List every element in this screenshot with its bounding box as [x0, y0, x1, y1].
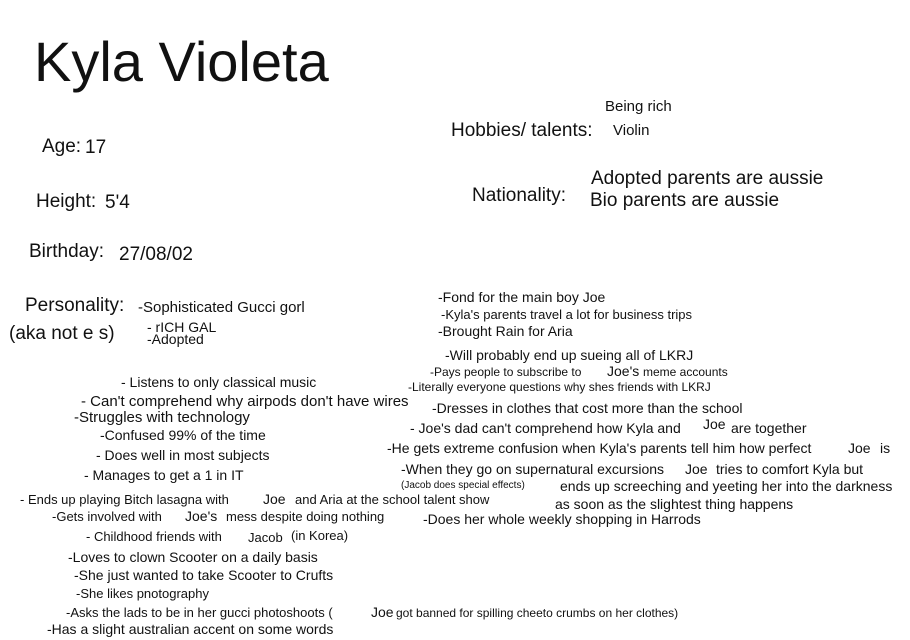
trait-note: -Will probably end up sueing all of LKRJ — [445, 347, 694, 363]
trait-note: are together — [731, 420, 807, 436]
name-insert: Joe — [263, 491, 286, 507]
trait-note: -Loves to clown Scooter on a daily basis — [68, 549, 318, 565]
birthday-value: 27/08/02 — [119, 244, 193, 265]
personality-subtitle: (aka not e s) — [9, 323, 115, 344]
trait-note: - Ends up playing Bitch lasagna with — [20, 492, 229, 507]
hobbies-label: Hobbies/ talents: — [451, 120, 593, 141]
trait-note: ends up screeching and yeeting her into the darkness — [560, 478, 893, 494]
nationality-item: Adopted parents are aussie — [591, 168, 824, 189]
trait-note: - Does well in most subjects — [96, 447, 270, 463]
name-insert: Joe's — [607, 363, 640, 379]
trait-note: -Struggles with technology — [74, 409, 250, 426]
trait-note: -She likes pnotography — [76, 586, 209, 601]
trait-note: and Aria at the school talent show — [295, 492, 490, 507]
age-label: Age: — [42, 136, 82, 157]
trait-note: (in Korea) — [291, 528, 349, 543]
trait-note: -Kyla's parents travel a lot for business trips — [441, 307, 693, 322]
trait-note: -Fond for the main boy Joe — [438, 289, 606, 305]
trait-note: -When they go on supernatural excursions — [401, 461, 665, 477]
trait-note: as soon as the slightest thing happens — [555, 496, 794, 512]
page-title: Kyla Violeta — [34, 30, 329, 93]
name-insert: Joe — [371, 604, 394, 620]
trait-note: - Listens to only classical music — [121, 374, 317, 390]
trait-note: tries to comfort Kyla but — [716, 461, 864, 477]
trait-note: mess despite doing nothing — [226, 509, 385, 524]
name-insert: Joe's — [185, 508, 218, 524]
trait-note: -Dresses in clothes that cost more than the school — [432, 400, 743, 416]
trait-note: -Brought Rain for Aria — [438, 323, 573, 339]
aside-note: (Jacob does special effects) — [401, 480, 525, 491]
trait-note: - Can't comprehend why airpods don't have wires — [81, 393, 409, 410]
trait-note: is — [880, 440, 891, 456]
age-value: 17 — [85, 137, 107, 158]
birthday-label: Birthday: — [29, 241, 104, 262]
nationality-item: Bio parents are aussie — [590, 190, 780, 211]
hobby-item: Being rich — [605, 98, 672, 115]
trait-note: -Confused 99% of the time — [100, 427, 266, 443]
name-insert: Joe — [848, 440, 871, 456]
name-insert: Joe — [685, 461, 708, 477]
hobby-item: Violin — [613, 122, 650, 139]
trait-note: - Childhood friends with — [86, 529, 222, 544]
personality-note: - rICH GAL — [147, 319, 217, 335]
height-label: Height: — [36, 191, 97, 212]
height-value: 5'4 — [105, 192, 130, 213]
trait-note: -Has a slight australian accent on some words — [47, 621, 334, 637]
trait-note: -Pays people to subscribe to — [430, 365, 582, 379]
trait-note: -Literally everyone questions why shes friends with LKRJ — [408, 380, 711, 394]
personality-note: -Sophisticated Gucci gorl — [138, 299, 305, 316]
trait-note: -She just wanted to take Scooter to Crufts — [74, 567, 334, 583]
trait-note: -Gets involved with — [52, 509, 162, 524]
nationality-label: Nationality: — [472, 185, 566, 206]
trait-note: got banned for spilling cheeto crumbs on her clothes) — [396, 606, 679, 620]
trait-note: - Manages to get a 1 in IT — [84, 467, 244, 483]
personality-label: Personality: — [25, 295, 125, 316]
trait-note: -Asks the lads to be in her gucci photoshoots ( — [66, 605, 333, 620]
trait-note: meme accounts — [643, 365, 728, 379]
trait-note: - Joe's dad can't comprehend how Kyla and — [410, 420, 681, 436]
name-insert: Joe — [703, 416, 726, 432]
name-insert: Jacob — [248, 530, 283, 545]
trait-note: -Does her whole weekly shopping in Harrods — [423, 511, 701, 527]
personality-note: -Adopted — [147, 331, 204, 347]
trait-note: -He gets extreme confusion when Kyla's parents tell him how perfect — [387, 440, 812, 456]
